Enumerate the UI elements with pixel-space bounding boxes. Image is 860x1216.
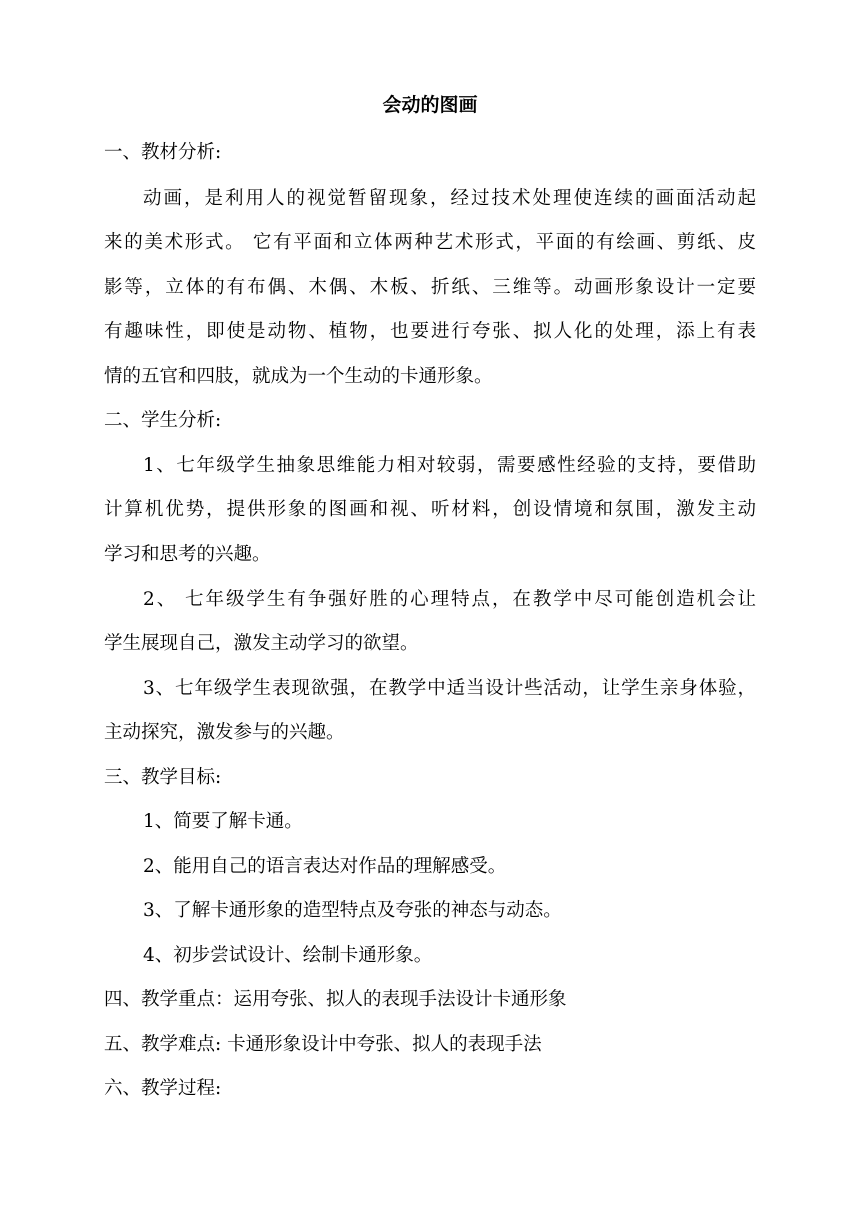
- paragraph-line: 来的美术形式。 它有平面和立体两种艺术形式，平面的有绘画、剪纸、皮: [104, 232, 756, 253]
- document-title: 会动的图画: [382, 94, 478, 116]
- list-item: 1、简要了解卡通。: [143, 811, 303, 832]
- list-item: 3、了解卡通形象的造型特点及夸张的神态与动态。: [143, 900, 562, 921]
- paragraph-line: 影等，立体的有布偶、木偶、木板、折纸、三维等。动画形象设计一定要: [104, 277, 756, 298]
- section-heading-4: 四、教学重点：运用夸张、拟人的表现手法设计卡通形象: [104, 989, 567, 1010]
- paragraph-line: 2、 七年级学生有争强好胜的心理特点，在教学中尽可能创造机会让: [143, 589, 756, 610]
- paragraph-line: 有趣味性，即使是动物、植物，也要进行夸张、拟人化的处理，添上有表: [104, 321, 756, 342]
- section-heading-2: 二、学生分析:: [104, 410, 222, 431]
- paragraph-line: 1、七年级学生抽象思维能力相对较弱，需要感性经验的支持，要借助: [143, 455, 756, 476]
- list-item: 4、初步尝试设计、绘制卡通形象。: [143, 945, 433, 966]
- section-heading-6: 六、教学过程:: [104, 1078, 222, 1099]
- paragraph-line: 动画，是利用人的视觉暂留现象，经过技术处理使连续的画面活动起: [143, 188, 756, 209]
- paragraph-line: 主动探究，激发参与的兴趣。: [104, 722, 345, 743]
- paragraph-line: 学生展现自己，激发主动学习的欲望。: [104, 633, 419, 654]
- section-heading-5: 五、教学难点: 卡通形象设计中夸张、拟人的表现手法: [104, 1034, 542, 1055]
- paragraph-line: 情的五官和四肢，就成为一个生动的卡通形象。: [104, 366, 493, 387]
- section-heading-3: 三、教学目标:: [104, 767, 222, 788]
- paragraph-line: 计算机优势，提供形象的图画和视、听材料，创设情境和氛围，激发主动: [104, 499, 756, 520]
- paragraph-line: 3、七年级学生表现欲强，在教学中适当设计些活动，让学生亲身体验，: [143, 678, 756, 699]
- section-heading-1: 一、教材分析:: [104, 142, 222, 163]
- list-item: 2、能用自己的语言表达对作品的理解感受。: [143, 856, 507, 877]
- paragraph-line: 学习和思考的兴趣。: [104, 544, 271, 565]
